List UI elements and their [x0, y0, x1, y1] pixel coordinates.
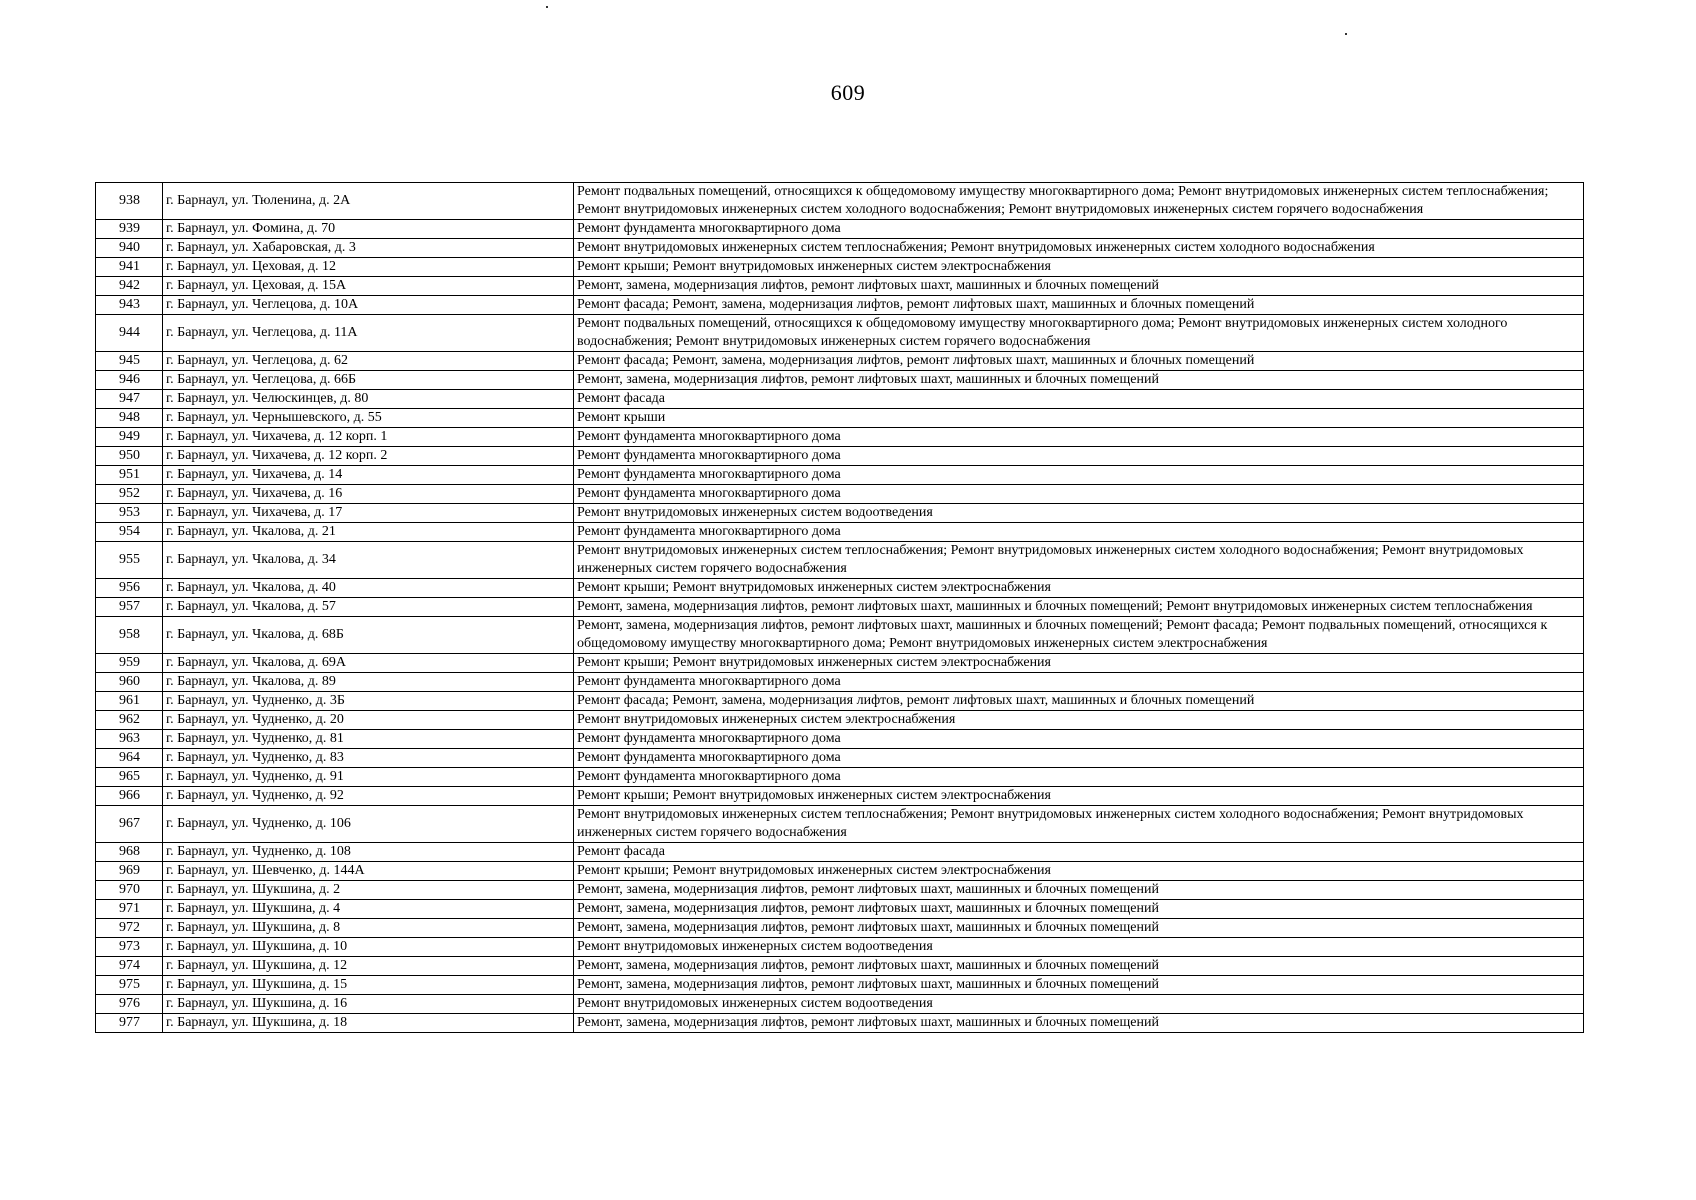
row-works: Ремонт, замена, модернизация лифтов, ремонт лифтовых шахт, машинных и блочных помещений — [574, 919, 1584, 938]
table-row — [96, 447, 1584, 466]
row-address: г. Барнаул, ул. Чихачева, д. 16 — [163, 485, 574, 504]
row-works: Ремонт, замена, модернизация лифтов, ремонт лифтовых шахт, машинных и блочных помещений — [574, 957, 1584, 976]
table-row — [96, 542, 1584, 579]
row-address: г. Барнаул, ул. Шукшина, д. 18 — [163, 1014, 574, 1033]
row-number: 941 — [96, 258, 163, 277]
works-table-body — [96, 183, 1584, 1033]
row-number: 966 — [96, 787, 163, 806]
row-address: г. Барнаул, ул. Чихачева, д. 12 корп. 2 — [163, 447, 574, 466]
row-address: г. Барнаул, ул. Чихачева, д. 12 корп. 1 — [163, 428, 574, 447]
table-row — [96, 957, 1584, 976]
row-works: Ремонт крыши; Ремонт внутридомовых инженерных систем электроснабжения — [574, 579, 1584, 598]
row-works: Ремонт фундамента многоквартирного дома — [574, 485, 1584, 504]
row-number: 965 — [96, 768, 163, 787]
row-works: Ремонт, замена, модернизация лифтов, ремонт лифтовых шахт, машинных и блочных помещений — [574, 1014, 1584, 1033]
row-address: г. Барнаул, ул. Чеглецова, д. 62 — [163, 352, 574, 371]
row-works: Ремонт, замена, модернизация лифтов, ремонт лифтовых шахт, машинных и блочных помещений — [574, 900, 1584, 919]
row-number: 945 — [96, 352, 163, 371]
row-number: 970 — [96, 881, 163, 900]
row-works: Ремонт крыши; Ремонт внутридомовых инженерных систем электроснабжения — [574, 258, 1584, 277]
row-address: г. Барнаул, ул. Чеглецова, д. 66Б — [163, 371, 574, 390]
row-works: Ремонт подвальных помещений, относящихся к общедомовому имуществу многоквартирного дома; Ремонт внутридомовых инженерных систем холодного водоснабжения; Ремонт внутридомовых инженерных систем горячего водоснабжения — [574, 315, 1584, 352]
row-address: г. Барнаул, ул. Цеховая, д. 15А — [163, 277, 574, 296]
row-address: г. Барнаул, ул. Чудненко, д. 81 — [163, 730, 574, 749]
row-number: 938 — [96, 183, 163, 220]
table-row — [96, 598, 1584, 617]
row-number: 969 — [96, 862, 163, 881]
table-row — [96, 881, 1584, 900]
table-row — [96, 523, 1584, 542]
row-number: 955 — [96, 542, 163, 579]
row-number: 939 — [96, 220, 163, 239]
table-row — [96, 1014, 1584, 1033]
row-works: Ремонт, замена, модернизация лифтов, ремонт лифтовых шахт, машинных и блочных помещений — [574, 277, 1584, 296]
row-address: г. Барнаул, ул. Фомина, д. 70 — [163, 220, 574, 239]
row-number: 943 — [96, 296, 163, 315]
row-works: Ремонт фундамента многоквартирного дома — [574, 466, 1584, 485]
row-number: 967 — [96, 806, 163, 843]
row-works: Ремонт фундамента многоквартирного дома — [574, 730, 1584, 749]
row-works: Ремонт фасада — [574, 390, 1584, 409]
row-number: 942 — [96, 277, 163, 296]
row-address: г. Барнаул, ул. Шукшина, д. 8 — [163, 919, 574, 938]
row-address: г. Барнаул, ул. Шукшина, д. 15 — [163, 976, 574, 995]
table-row — [96, 938, 1584, 957]
row-number: 963 — [96, 730, 163, 749]
row-address: г. Барнаул, ул. Чудненко, д. 92 — [163, 787, 574, 806]
table-row — [96, 220, 1584, 239]
table-row — [96, 409, 1584, 428]
table-row — [96, 673, 1584, 692]
row-works: Ремонт фасада; Ремонт, замена, модернизация лифтов, ремонт лифтовых шахт, машинных и блочных помещений — [574, 352, 1584, 371]
row-address: г. Барнаул, ул. Чкалова, д. 40 — [163, 579, 574, 598]
row-works: Ремонт фундамента многоквартирного дома — [574, 523, 1584, 542]
table-row — [96, 995, 1584, 1014]
table-row — [96, 654, 1584, 673]
table-row — [96, 315, 1584, 352]
row-number: 975 — [96, 976, 163, 995]
row-address: г. Барнаул, ул. Чудненко, д. 108 — [163, 843, 574, 862]
table-row — [96, 183, 1584, 220]
page-number: 609 — [830, 80, 866, 105]
row-works: Ремонт фундамента многоквартирного дома — [574, 673, 1584, 692]
row-address: г. Барнаул, ул. Чихачева, д. 14 — [163, 466, 574, 485]
row-address: г. Барнаул, ул. Тюленина, д. 2А — [163, 183, 574, 220]
row-number: 968 — [96, 843, 163, 862]
row-works: Ремонт, замена, модернизация лифтов, ремонт лифтовых шахт, машинных и блочных помещений — [574, 371, 1584, 390]
row-works: Ремонт внутридомовых инженерных систем водоотведения — [574, 504, 1584, 523]
row-address: г. Барнаул, ул. Чкалова, д. 57 — [163, 598, 574, 617]
row-works: Ремонт фасада; Ремонт, замена, модернизация лифтов, ремонт лифтовых шахт, машинных и блочных помещений — [574, 296, 1584, 315]
row-works: Ремонт внутридомовых инженерных систем теплоснабжения; Ремонт внутридомовых инженерных систем холодного водоснабжения; Ремонт внутридомовых инженерных систем горячего водоснабжения — [574, 542, 1584, 579]
table-row — [96, 296, 1584, 315]
table-row — [96, 711, 1584, 730]
row-works: Ремонт фундамента многоквартирного дома — [574, 447, 1584, 466]
row-address: г. Барнаул, ул. Чеглецова, д. 11А — [163, 315, 574, 352]
row-address: г. Барнаул, ул. Шукшина, д. 10 — [163, 938, 574, 957]
row-address: г. Барнаул, ул. Чернышевского, д. 55 — [163, 409, 574, 428]
row-works: Ремонт фасада — [574, 843, 1584, 862]
table-row — [96, 258, 1584, 277]
row-address: г. Барнаул, ул. Чкалова, д. 69А — [163, 654, 574, 673]
table-row — [96, 390, 1584, 409]
row-works: Ремонт внутридомовых инженерных систем теплоснабжения; Ремонт внутридомовых инженерных систем холодного водоснабжения — [574, 239, 1584, 258]
table-row — [96, 768, 1584, 787]
table-row — [96, 843, 1584, 862]
row-works: Ремонт фундамента многоквартирного дома — [574, 220, 1584, 239]
table-row — [96, 692, 1584, 711]
row-works: Ремонт фундамента многоквартирного дома — [574, 768, 1584, 787]
row-address: г. Барнаул, ул. Цеховая, д. 12 — [163, 258, 574, 277]
table-row — [96, 352, 1584, 371]
row-number: 940 — [96, 239, 163, 258]
row-number: 962 — [96, 711, 163, 730]
row-number: 952 — [96, 485, 163, 504]
row-number: 957 — [96, 598, 163, 617]
row-number: 948 — [96, 409, 163, 428]
table-row — [96, 617, 1584, 654]
row-works: Ремонт крыши; Ремонт внутридомовых инженерных систем электроснабжения — [574, 787, 1584, 806]
row-works: Ремонт внутридомовых инженерных систем водоотведения — [574, 995, 1584, 1014]
row-number: 944 — [96, 315, 163, 352]
table-row — [96, 900, 1584, 919]
row-number: 961 — [96, 692, 163, 711]
row-address: г. Барнаул, ул. Шевченко, д. 144А — [163, 862, 574, 881]
table-row — [96, 371, 1584, 390]
table-row — [96, 277, 1584, 296]
row-number: 954 — [96, 523, 163, 542]
row-number: 946 — [96, 371, 163, 390]
row-number: 956 — [96, 579, 163, 598]
table-row — [96, 466, 1584, 485]
row-address: г. Барнаул, ул. Шукшина, д. 2 — [163, 881, 574, 900]
row-works: Ремонт внутридомовых инженерных систем водоотведения — [574, 938, 1584, 957]
table-row — [96, 579, 1584, 598]
row-works: Ремонт, замена, модернизация лифтов, ремонт лифтовых шахт, машинных и блочных помещений — [574, 881, 1584, 900]
row-number: 951 — [96, 466, 163, 485]
row-number: 960 — [96, 673, 163, 692]
row-works: Ремонт фундамента многоквартирного дома — [574, 428, 1584, 447]
row-works: Ремонт, замена, модернизация лифтов, ремонт лифтовых шахт, машинных и блочных помещений; Ремонт внутридомовых инженерных систем теплоснабжения — [574, 598, 1584, 617]
row-works: Ремонт фундамента многоквартирного дома — [574, 749, 1584, 768]
row-number: 976 — [96, 995, 163, 1014]
row-address: г. Барнаул, ул. Чкалова, д. 89 — [163, 673, 574, 692]
table-row — [96, 239, 1584, 258]
row-works: Ремонт крыши — [574, 409, 1584, 428]
table-row — [96, 504, 1584, 523]
row-works: Ремонт внутридомовых инженерных систем электроснабжения — [574, 711, 1584, 730]
row-number: 950 — [96, 447, 163, 466]
row-works: Ремонт крыши; Ремонт внутридомовых инженерных систем электроснабжения — [574, 654, 1584, 673]
row-address: г. Барнаул, ул. Чудненко, д. 20 — [163, 711, 574, 730]
row-address: г. Барнаул, ул. Челюскинцев, д. 80 — [163, 390, 574, 409]
table-row — [96, 730, 1584, 749]
row-works: Ремонт крыши; Ремонт внутридомовых инженерных систем электроснабжения — [574, 862, 1584, 881]
row-number: 964 — [96, 749, 163, 768]
table-row — [96, 749, 1584, 768]
row-number: 972 — [96, 919, 163, 938]
works-table — [95, 182, 1584, 1033]
row-number: 973 — [96, 938, 163, 957]
row-address: г. Барнаул, ул. Чкалова, д. 21 — [163, 523, 574, 542]
row-number: 977 — [96, 1014, 163, 1033]
table-row — [96, 976, 1584, 995]
row-number: 959 — [96, 654, 163, 673]
scan-speck — [546, 6, 548, 8]
row-number: 974 — [96, 957, 163, 976]
table-row — [96, 806, 1584, 843]
scan-speck — [1345, 33, 1347, 35]
row-address: г. Барнаул, ул. Чудненко, д. 83 — [163, 749, 574, 768]
row-number: 949 — [96, 428, 163, 447]
row-works: Ремонт, замена, модернизация лифтов, ремонт лифтовых шахт, машинных и блочных помещений; Ремонт фасада; Ремонт подвальных помещений, относящихся к общедомовому имуществу многоквартирного дома; Ремонт внутридомовых инженерных систем электроснабжения — [574, 617, 1584, 654]
row-address: г. Барнаул, ул. Чудненко, д. 106 — [163, 806, 574, 843]
row-works: Ремонт внутридомовых инженерных систем теплоснабжения; Ремонт внутридомовых инженерных систем холодного водоснабжения; Ремонт внутридомовых инженерных систем горячего водоснабжения — [574, 806, 1584, 843]
row-works: Ремонт фасада; Ремонт, замена, модернизация лифтов, ремонт лифтовых шахт, машинных и блочных помещений — [574, 692, 1584, 711]
row-works: Ремонт, замена, модернизация лифтов, ремонт лифтовых шахт, машинных и блочных помещений — [574, 976, 1584, 995]
table-row — [96, 787, 1584, 806]
table-row — [96, 485, 1584, 504]
row-address: г. Барнаул, ул. Чкалова, д. 34 — [163, 542, 574, 579]
row-address: г. Барнаул, ул. Чудненко, д. 3Б — [163, 692, 574, 711]
table-row — [96, 428, 1584, 447]
row-address: г. Барнаул, ул. Хабаровская, д. 3 — [163, 239, 574, 258]
row-address: г. Барнаул, ул. Шукшина, д. 16 — [163, 995, 574, 1014]
row-number: 958 — [96, 617, 163, 654]
row-number: 947 — [96, 390, 163, 409]
row-address: г. Барнаул, ул. Чихачева, д. 17 — [163, 504, 574, 523]
row-address: г. Барнаул, ул. Чудненко, д. 91 — [163, 768, 574, 787]
row-address: г. Барнаул, ул. Шукшина, д. 4 — [163, 900, 574, 919]
row-address: г. Барнаул, ул. Шукшина, д. 12 — [163, 957, 574, 976]
row-address: г. Барнаул, ул. Чкалова, д. 68Б — [163, 617, 574, 654]
table-row — [96, 862, 1584, 881]
row-number: 971 — [96, 900, 163, 919]
row-address: г. Барнаул, ул. Чеглецова, д. 10А — [163, 296, 574, 315]
row-number: 953 — [96, 504, 163, 523]
row-works: Ремонт подвальных помещений, относящихся к общедомовому имуществу многоквартирного дома; Ремонт внутридомовых инженерных систем теплоснабжения; Ремонт внутридомовых инженерных систем холодного водоснабжения; Ремонт внутридомовых инженерных систем горячего водоснабжения — [574, 183, 1584, 220]
table-row — [96, 919, 1584, 938]
